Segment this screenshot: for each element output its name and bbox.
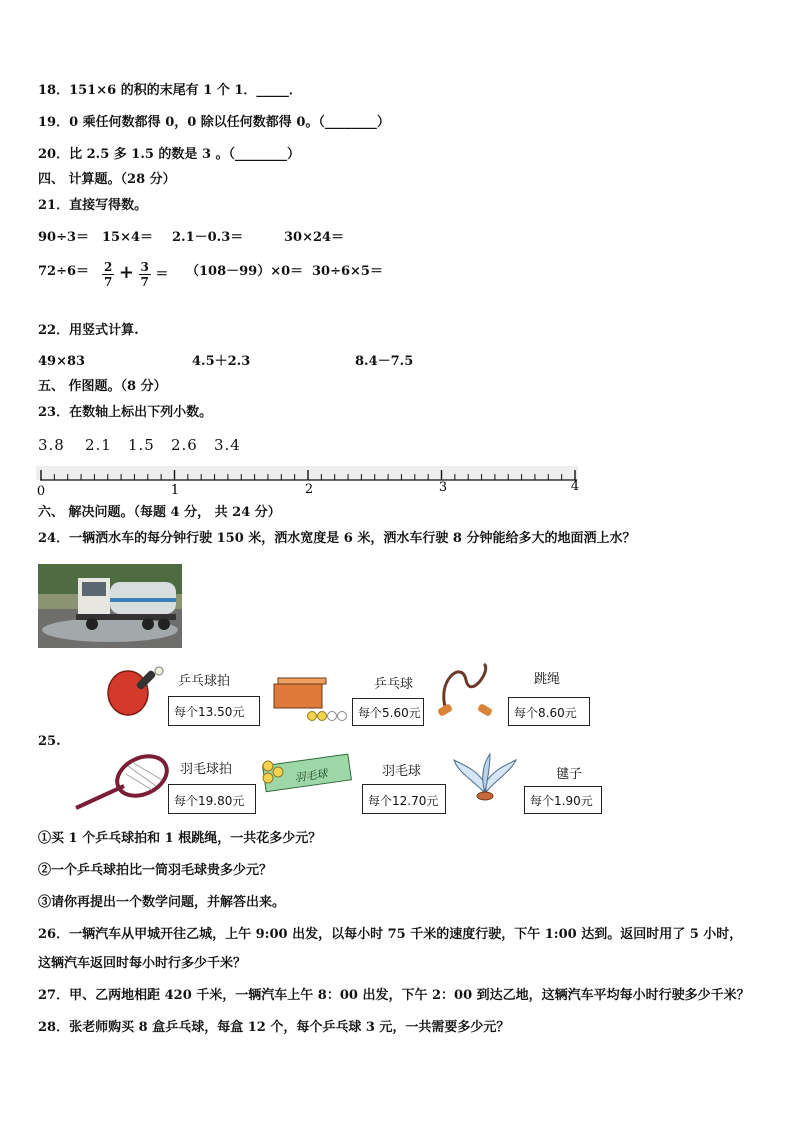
question-22: 22．用竖式计算. [38, 323, 139, 338]
question-28: 28．张老师购买 8 盒乒乓球，每盒 12 个，每个乒乓球 3 元，一共需要多少元？ [38, 1020, 510, 1035]
item-name-jump-rope: 跳绳 [534, 672, 561, 687]
shuttlecock-box-image [258, 752, 354, 794]
calc-7: 30÷6×5＝ [312, 264, 383, 279]
price-card-shuttlecock [362, 784, 446, 814]
question-19: 19．0 乘任何数都得 0，0 除以任何数都得 0。（________） [38, 115, 390, 130]
decimal-1: 3.8 [38, 436, 65, 454]
ping-pong-balls-image [272, 676, 348, 722]
calc-6: （108－99）×0＝ [186, 264, 304, 279]
question-18: 18．151×6 的积的末尾有 1 个 1．_____． [38, 83, 302, 98]
badminton-racket-image [66, 752, 176, 814]
question-23: 23．在数轴上标出下列小数。 [38, 405, 213, 420]
vertical-calc-3: 8.4－7.5 [355, 354, 414, 369]
equals-sign: ＝ [155, 267, 169, 282]
decimal-2: 2.1 [85, 436, 112, 454]
decimal-3: 1.5 [128, 436, 155, 454]
item-name-shuttlecock: 羽毛球 [382, 764, 422, 779]
price-card-ping-pong-ball [352, 698, 424, 726]
section-6-heading: 六、 解决问题。（每题 4 分， 共 24 分） [38, 505, 281, 520]
price-card-ping-pong-paddle [168, 696, 260, 726]
calc-4: 30×24＝ [284, 230, 345, 245]
question-25-part-3: ③请你再提出一个数学问题，并解答出来。 [38, 895, 286, 910]
number-line-band [36, 466, 578, 480]
question-25: 25. [38, 734, 61, 749]
price-shuttlecock: 每个12.70元 [368, 794, 439, 808]
question-20: 20．比 2.5 多 1.5 的数是 3 。（________） [38, 147, 301, 162]
item-name-jianzi: 毽子 [556, 767, 583, 782]
item-name-ping-pong-paddle: 乒乓球拍 [178, 674, 231, 689]
axis-label-0: 0 [36, 484, 46, 499]
plus-sign: + [118, 262, 134, 283]
item-name-ping-pong-ball: 乒乓球 [374, 677, 414, 692]
question-24: 24．一辆洒水车的每分钟行驶 150 米，洒水宽度是 6 米，洒水车行驶 8 分钟能给多大的地面洒上水？ [38, 531, 636, 546]
axis-label-4: 4 [570, 479, 580, 494]
price-jump-rope: 每个8.60元 [514, 706, 577, 720]
price-card-jianzi [524, 786, 602, 814]
fraction-2-7: $\frac{2}{7}$ [104, 260, 113, 289]
price-card-badminton-racket [168, 784, 256, 814]
vertical-calc-1: 49×83 [38, 354, 86, 369]
jump-rope-image [432, 660, 500, 718]
question-25-part-2: ②一个乒乓球拍比一筒羽毛球贵多少元？ [38, 863, 273, 878]
price-badminton-racket: 每个19.80元 [174, 794, 245, 808]
vertical-calc-2: 4.5＋2.3 [192, 354, 251, 369]
axis-label-1: 1 [170, 483, 180, 498]
ping-pong-paddle-image [104, 663, 170, 719]
calc-3: 2.1－0.3＝ [172, 230, 244, 245]
price-jianzi: 每个1.90元 [530, 794, 593, 808]
section-4-heading: 四、 计算题。（28 分） [38, 172, 176, 187]
question-25-part-1: ①买 1 个乒乓球拍和 1 根跳绳，一共花多少元？ [38, 831, 322, 846]
question-26-line-1: 26．一辆汽车从甲城开往乙城，上午 9:00 出发，以每小时 75 千米的速度行驶，下午 1:00 达到。返回时用了 5 小时， [38, 927, 743, 942]
question-27: 27．甲、乙两地相距 420 千米，一辆汽车上午 8：00 出发，下午 2：00 到达乙地，这辆汽车平均每小时行驶多少千米？ [38, 988, 750, 1003]
fraction-3-7: $\frac{3}{7}$ [140, 260, 149, 289]
decimal-4: 2.6 [171, 436, 198, 454]
calc-1: 90÷3＝ [38, 230, 90, 245]
axis-label-3: 3 [438, 480, 448, 495]
price-ping-pong-ball: 每个5.60元 [358, 706, 421, 720]
fraction-expression [102, 255, 168, 293]
calc-2: 15×4＝ [102, 230, 154, 245]
question-21: 21．直接写得数。 [38, 198, 148, 213]
item-name-badminton-racket: 羽毛球拍 [180, 762, 233, 777]
box-label: 羽毛球 [293, 767, 329, 785]
water-truck-image [38, 564, 182, 648]
axis-label-2: 2 [304, 482, 314, 497]
question-26-line-2: 这辆汽车返回时每小时行多少千米？ [38, 956, 247, 971]
decimal-5: 3.4 [214, 436, 241, 454]
calc-5: 72÷6＝ [38, 264, 90, 279]
number-line[interactable] [34, 462, 584, 500]
shuttlecock-jianzi-image [450, 752, 520, 806]
price-ping-pong-paddle: 每个13.50元 [174, 705, 245, 719]
price-card-jump-rope [508, 697, 590, 726]
section-5-heading: 五、 作图题。（8 分） [38, 379, 167, 394]
